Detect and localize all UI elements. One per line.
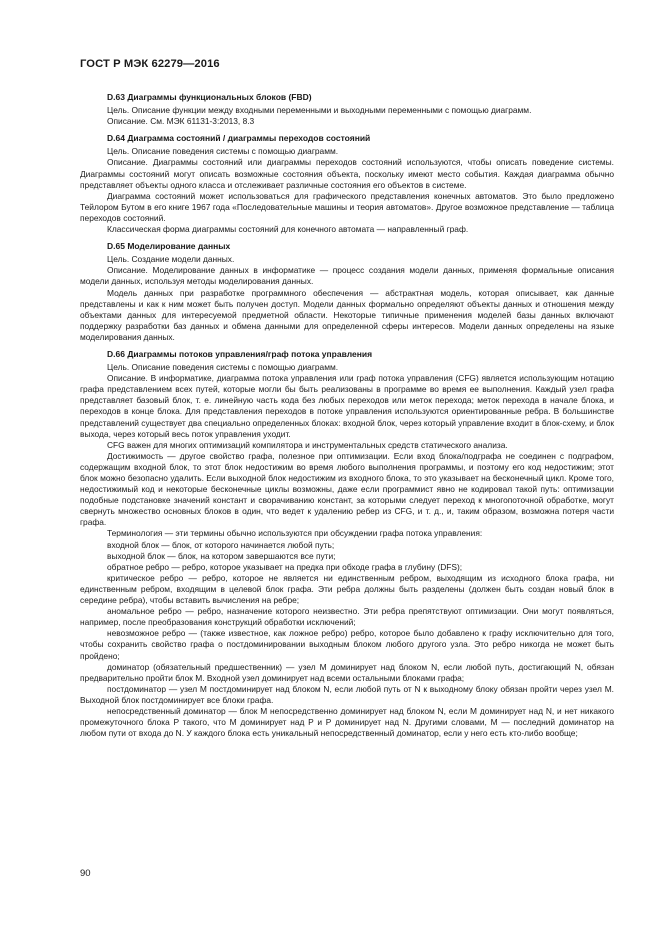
page-number: 90 <box>80 868 91 879</box>
paragraph: Описание. Моделирование данных в информатике — процесс создания модели данных, применяя формальные описания модели данных, используя методы моделирования данных. <box>80 265 614 287</box>
section-d64 <box>80 133 614 235</box>
section-d63 <box>80 92 614 127</box>
paragraph: Описание. Диаграммы состояний или диаграммы переходов состояний используются, чтобы описать поведение системы. Диаграммы состояний могут описать возможные состояния объекта, поскольку имеют место события. Каждая диаграмма обычно представляет объекты одного класса и отслеживает различные состояния его объектов в системе. <box>80 157 614 190</box>
paragraph: Достижимость — другое свойство графа, полезное при оптимизации. Если вход блока/подграфа не соединен с подграфом, содержащим входной блок, то этот блок недостижим во время любого выполнения программы, и поэтому его код недостижим; этот блок можно безопасно удалить. Если выходной блок недостижим из входного блока, то это указывает на бесконечный цикл. Кроме того, недостижимый код и некоторые бесконечные циклы возможны, даже если программист явно не кодировал такой путь: оптимизации подобные подстановке значений констант и сворачиванию констант, за которыми следует переход к многопоточной обработке, могут свернуть множество основных блоков в один, что ведет к удалению ребер из CFG, и т. д., и, таким образом, возможна потеря части графа. <box>80 450 614 528</box>
term-entry: непосредственный доминатор — блок M непосредственно доминирует над блоком N, если M доминирует над N, и нет никакого промежуточного блока P такого, что M доминирует над P и P доминирует над N. Другими словами, M — последний доминатор на любом пути от входа до N. У каждого блока есть уникальный непосредственный доминатор, если у него есть кто-либо вообще; <box>80 705 614 739</box>
term-entry: постдоминатор — узел M постдоминирует над блоком N, если любой путь от N к выходному блоку обязан пройти через узел M. Выходной блок постдоминирует все блоки графа. <box>80 683 614 705</box>
section-d66 <box>80 349 614 739</box>
paragraph: Диаграмма состояний может использоваться для графического представления конечных автоматов. Это было предложено Тейлором Бутом в его книге 1967 года «Последовательные машины и теория автоматов». Другое возможное представление — таблица переходов состояний. <box>80 190 614 223</box>
term-entry: доминатор (обязательный предшественник) — узел M доминирует над блоком N, если любой путь, достигающий N, обязан предварительно пройти блок M. Входной узел доминирует над всеми остальными блоками графа; <box>80 661 614 683</box>
standard-header: ГОСТ Р МЭК 62279—2016 <box>80 58 220 70</box>
section-title: D.63 Диаграммы функциональных блоков (FBD) <box>107 92 312 102</box>
section-title: D.65 Моделирование данных <box>107 241 231 252</box>
paragraph: Цель. Описание поведения системы с помощью диаграмм. <box>107 146 339 157</box>
paragraph: Классическая форма диаграммы состояний для конечного автомата — направленный граф. <box>107 224 469 235</box>
paragraph: Описание. См. МЭК 61131-3:2013, 8.3 <box>107 116 255 127</box>
section-d65 <box>80 241 614 343</box>
paragraph: Цель. Создание модели данных. <box>107 254 235 265</box>
paragraph: Описание. В информатике, диаграмма потока управления или граф потока управления (CFG) является использующим нотацию графа представлением всех путей, которые могли бы быть реализованы в программе во время ее выполнения. Каждый узел графа представляет базовый блок, т. е. линейную часть кода без любых переходов или меток перехода; меток перехода в начале блока, и переходов в конце блока. Для представления переходов в потоке управления используются ориентированные ребра. В большинстве представлений существует два специально определенных блоках: входной блок, через который управление входит в блок-схему, и блок выхода, через который весь поток управления уходит. <box>80 373 614 439</box>
page-content <box>80 92 614 739</box>
paragraph: Модель данных при разработке программного обеспечения — абстрактная модель, которая описывает, как данные представлены и как к ним может быть получен доступ. Модели данных формально определяют объекты данных и отношения между объектами данных для интересуемой предметной области. Некоторые типичные применения моделей базы данных включают поддержку разработки баз данных и обмена данными для определенной сферы интересов. Модели данных определены на языке моделирования данных. <box>80 287 614 342</box>
term-entry: невозможное ребро — (также известное, как ложное ребро) ребро, которое было добавлено к графу исключительно для того, чтобы сохранить свойство графа о постдоминировании выходным блоком любого другого узла. Это ребро никогда не может быть пройдено; <box>80 628 614 661</box>
term-entry: обратное ребро — ребро, которое указывает на предка при обходе графа в глубину (DFS); <box>107 561 463 572</box>
section-title: D.64 Диаграмма состояний / диаграммы переходов состояний <box>107 133 371 144</box>
section-title: D.66 Диаграммы потоков управления/граф потока управления <box>107 348 373 359</box>
term-entry: критическое ребро — ребро, которое не является ни единственным ребром, выходящим из исходного блока графа, ни единственным ребром, входящим в целевой блок графа. Эти ребра должны быть разделены (должен быть создан новый блок в середине ребра), чтобы вставить вычисления на ребре; <box>80 572 614 606</box>
paragraph: Цель. Описание поведения системы с помощью диаграмм. <box>107 362 339 373</box>
term-entry: выходной блок — блок, на котором завершаются все пути; <box>107 550 336 561</box>
term-entry: входной блок — блок, от которого начинается любой путь; <box>107 539 335 550</box>
paragraph: Цель. Описание функции между входными переменными и выходными переменными с помощью диаграмм. <box>107 105 532 116</box>
term-entry: аномальное ребро — ребро, назначение которого неизвестно. Эти ребра препятствуют оптимизации. Они могут появляться, например, после преобразования конструкций обработки исключений; <box>80 606 614 628</box>
paragraph: Терминология — эти термины обычно используются при обсуждении графа потока управления: <box>107 528 483 539</box>
paragraph: CFG важен для многих оптимизаций компилятора и инструментальных средств статического анализа. <box>107 439 508 450</box>
